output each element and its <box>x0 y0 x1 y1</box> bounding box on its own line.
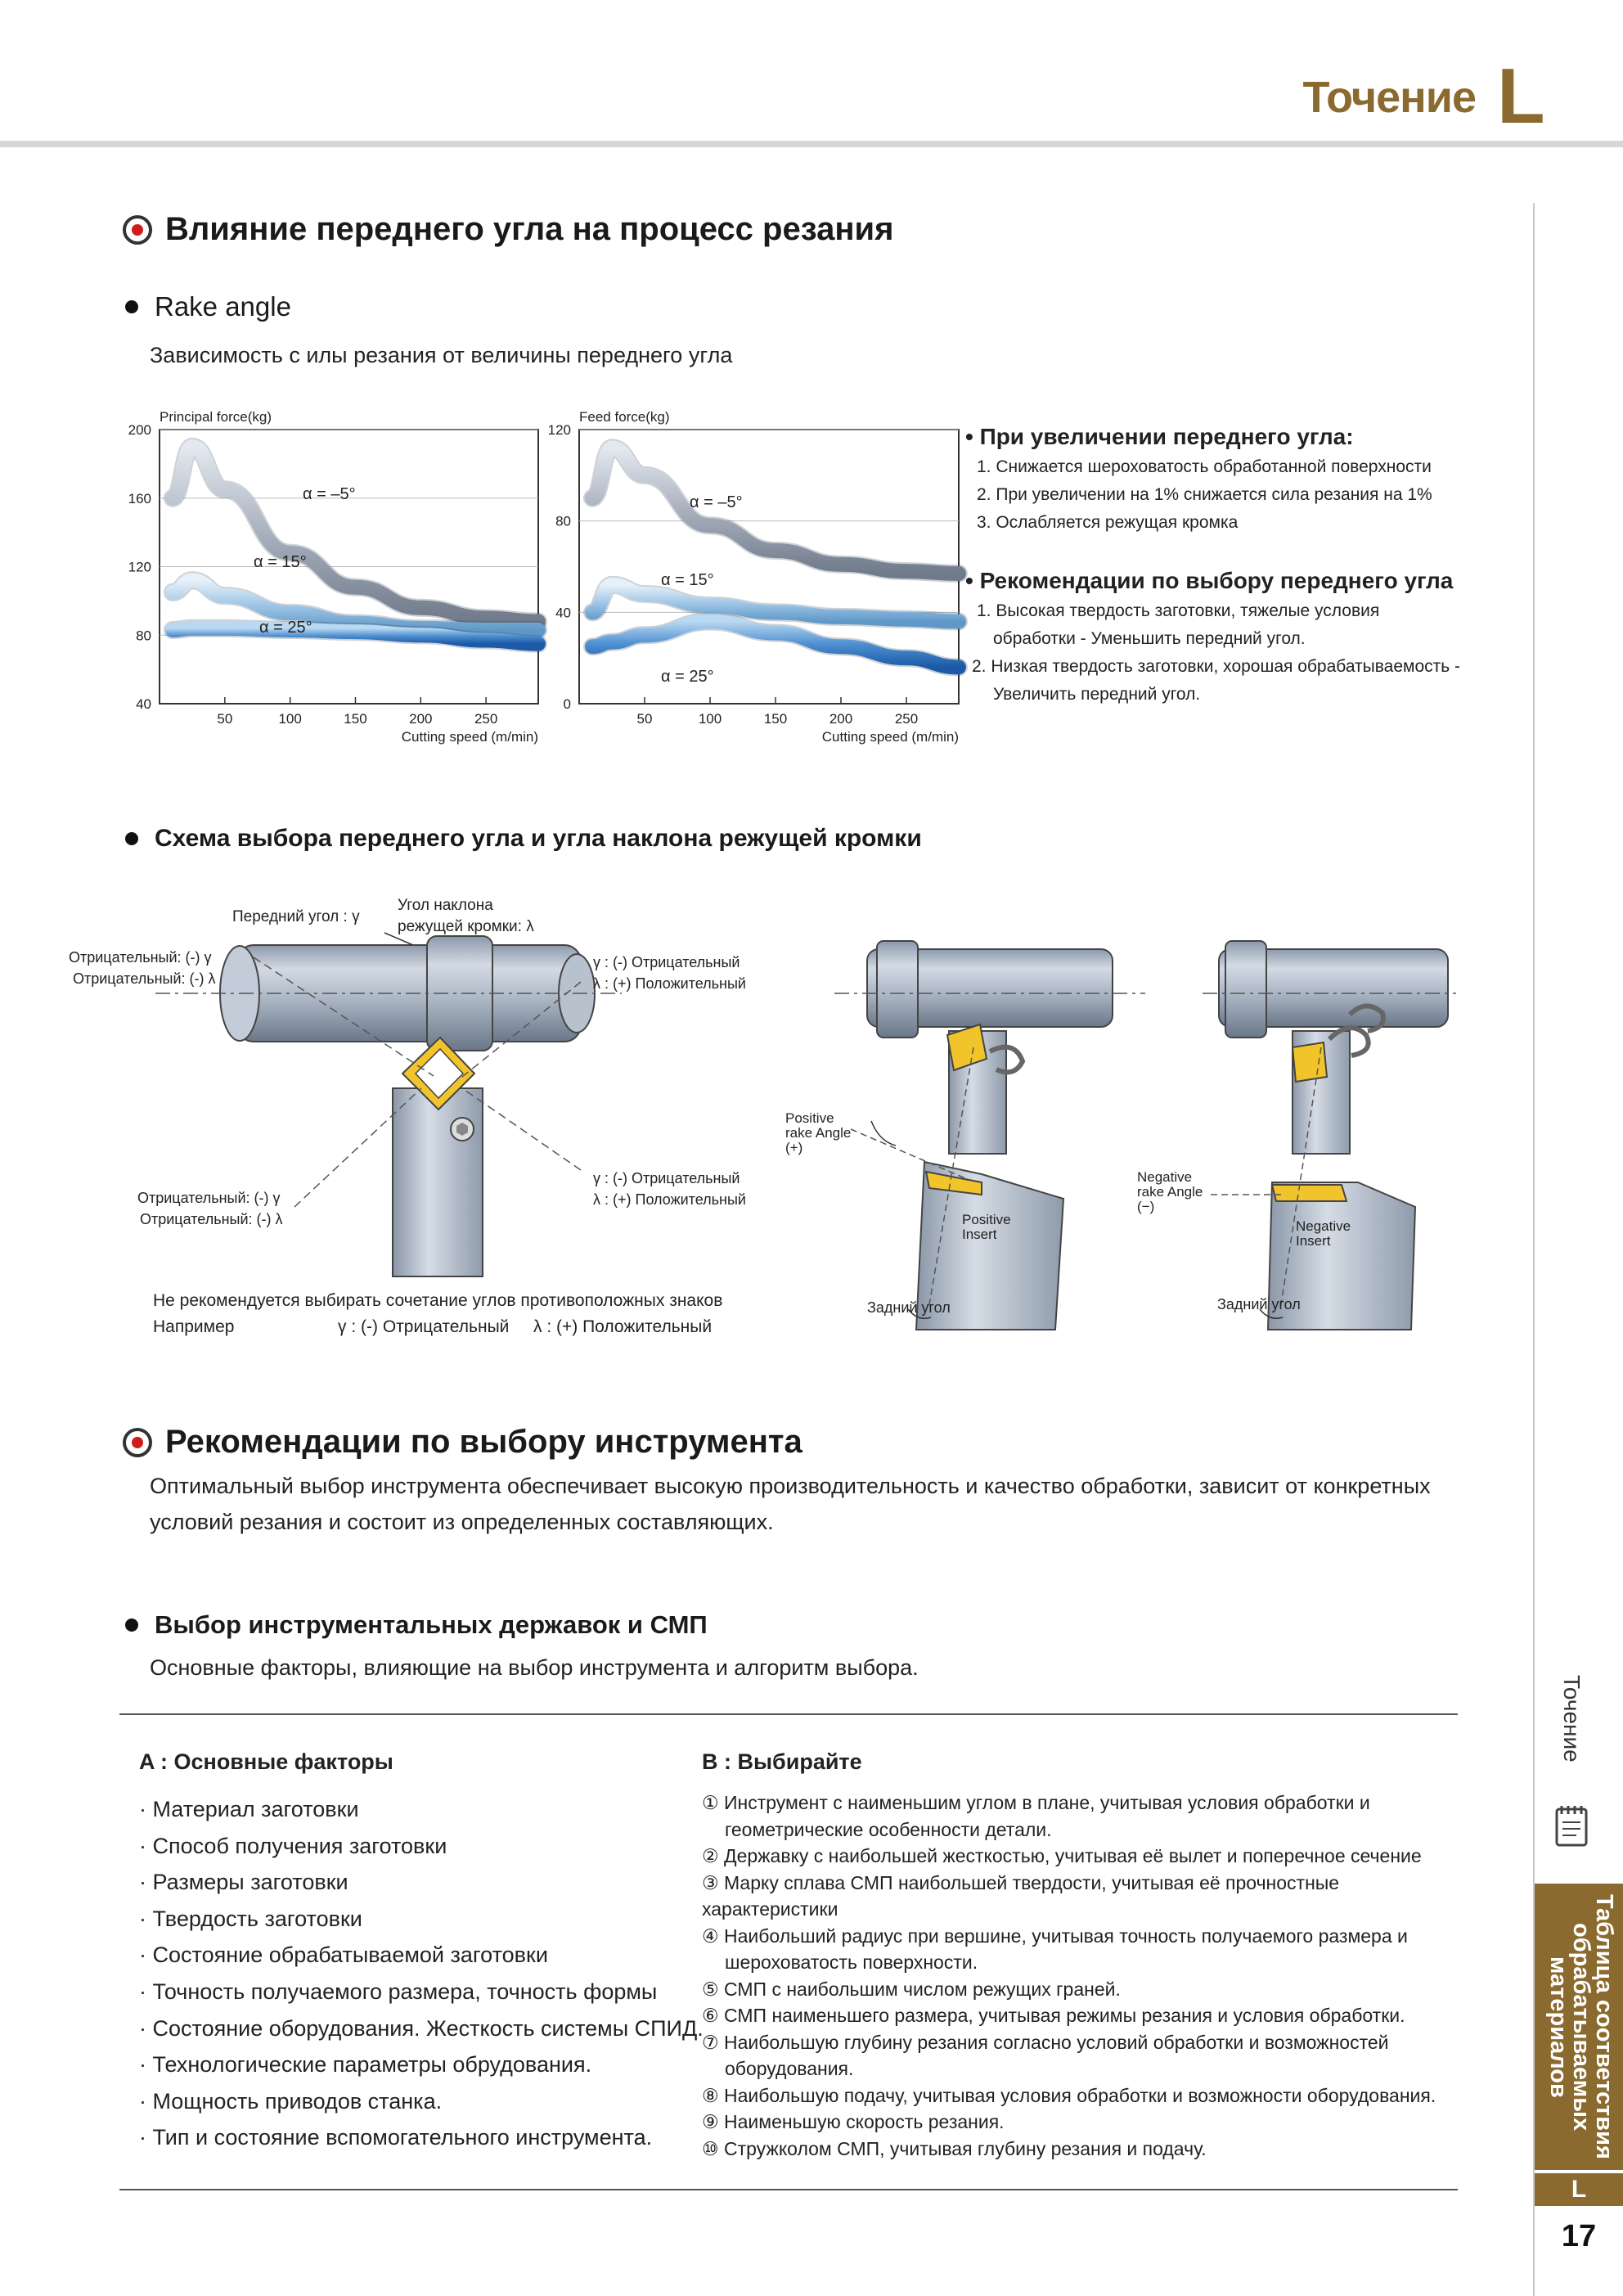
y-tick-label: 40 <box>555 605 571 621</box>
choose-item: ⑨ Наименьшую скорость резания. <box>702 2111 1005 2132</box>
page-header-letter: L <box>1497 52 1545 140</box>
factors-list <box>139 1791 704 2156</box>
rake-notes <box>965 424 1489 709</box>
rake-angle-subheading <box>125 291 291 322</box>
section-tool-heading <box>123 1424 803 1461</box>
choose-item: ⑤ СМП с наибольшим числом режущих граней. <box>702 1978 1121 2000</box>
rake-charts <box>106 405 973 749</box>
page-number: 17 <box>1561 2219 1597 2253</box>
section-tool-title: Рекомендации по выбору инструмента <box>165 1424 803 1460</box>
side-letter: L <box>1535 2173 1623 2206</box>
y-tick-label: 160 <box>128 490 151 506</box>
note-item: Увеличить передний угол. <box>993 685 1201 704</box>
tool-sub-title: Выбор инструментальных державок и СМП <box>155 1610 708 1639</box>
note-item: обработки - Уменьшить передний угол. <box>993 629 1306 648</box>
factor-item: · Состояние оборудования. Жесткость системы СПИД. <box>139 2015 704 2041</box>
label-line: Negative <box>1137 1169 1193 1185</box>
choose-item: оборудования. <box>725 2058 854 2079</box>
series-label: α = 15° <box>254 553 307 571</box>
notes-heading-2: • Рекомендации по выбору переднего угла <box>965 568 1454 593</box>
label-line: rake Angle <box>785 1125 852 1141</box>
x-tick-label: 150 <box>763 711 788 727</box>
label-line: Negative <box>1296 1218 1351 1234</box>
x-tick-label: 250 <box>474 711 498 727</box>
series-label: α = –5° <box>690 493 743 511</box>
factor-item: · Твердость заготовки <box>139 1906 362 1931</box>
clearance-angle-label-1: Задний угол <box>867 1299 951 1316</box>
choose-item: ⑧ Наибольшую подачу, учитывая условия обработки и возможности оборудования. <box>702 2084 1436 2106</box>
series-label: α = 25° <box>259 619 312 637</box>
factor-item: · Размеры заготовки <box>139 1870 348 1895</box>
y-tick-label: 80 <box>136 628 151 644</box>
note-item: 2. Низкая твердость заготовки, хорошая обрабатываемость - <box>972 657 1461 676</box>
choose-list <box>702 1790 1471 2162</box>
bullet-icon <box>125 1618 138 1632</box>
bottom-right-gamma: γ : (-) Отрицательный <box>593 1170 740 1186</box>
y-axis-label: Feed force(kg) <box>579 409 670 425</box>
negative-rake-view <box>1203 941 1456 1330</box>
scheme-note-gamma: γ : (-) Отрицательный <box>338 1317 510 1336</box>
factors-title: A : Основные факторы <box>139 1749 393 1774</box>
choose-item: ⑦ Наибольшую глубину резания согласно условий обработки и возможностей <box>702 2031 1389 2053</box>
positive-rake-view <box>834 941 1145 1330</box>
series-label: α = 15° <box>661 571 714 589</box>
x-axis-label: Cutting speed (m/min) <box>821 729 959 745</box>
factor-item: · Способ получения заготовки <box>139 1833 447 1858</box>
negative-rake-label <box>1137 1170 1203 1214</box>
y-axis-label: Principal force(kg) <box>160 409 272 425</box>
section-bullet-icon <box>123 1428 152 1457</box>
choose-item: ④ Наибольший радиус при вершине, учитывая точность получаемого размера и <box>702 1925 1408 1947</box>
choose-item: шероховатость поверхности. <box>725 1952 978 1973</box>
tool-para-1: Оптимальный выбор инструмента обеспечивает высокую производительность и качество обработки, зависит от конкретных <box>150 1474 1431 1498</box>
clearance-angle-label-2: Задний угол <box>1217 1296 1301 1312</box>
y-tick-label: 120 <box>128 559 151 575</box>
tool-subheading <box>125 1610 708 1640</box>
rake-angle-description: Зависимость с илы резания от величины переднего угла <box>150 343 733 367</box>
label-line: Insert <box>962 1227 997 1242</box>
label-line: (−) <box>1137 1199 1155 1214</box>
choose-title: B : Выбирайте <box>702 1749 862 1774</box>
choose-item: ⑩ Стружколом СМП, учитывая глубину резания и подачу. <box>702 2137 1207 2159</box>
scheme-subheading <box>125 825 922 853</box>
x-tick-label: 150 <box>344 711 367 727</box>
workpiece-shaft <box>155 936 622 1051</box>
negative-insert-label <box>1296 1219 1351 1249</box>
side-tab-turning-label: Точение <box>1559 1674 1585 1763</box>
table-top-rule <box>119 1713 1458 1715</box>
bullet-icon <box>125 300 138 313</box>
bullet-icon <box>125 832 138 845</box>
tool-holder <box>393 1038 483 1276</box>
feed-force-chart <box>548 409 959 745</box>
rake-angle-title: Rake angle <box>155 291 291 322</box>
positive-rake-label <box>785 1111 851 1155</box>
label-line: Insert <box>1296 1233 1331 1249</box>
choose-item: ② Державку с наибольшей жесткостью, учитывая её вылет и поперечное сечение <box>702 1845 1422 1866</box>
side-tab-materials-label: Таблица соответствия обрабатываемых материалов <box>1545 1894 1617 2159</box>
factor-item: · Мощность приводов станка. <box>139 2088 443 2114</box>
top-right-lambda: λ : (+) Положительный <box>593 975 746 992</box>
side-tab-materials[interactable] <box>1535 1884 1623 2170</box>
x-axis-label: Cutting speed (m/min) <box>401 729 538 745</box>
factor-item: · Состояние обрабатываемой заготовки <box>139 1943 548 1968</box>
factors-column <box>139 1749 704 2156</box>
positive-insert-label <box>962 1213 1011 1242</box>
y-tick-label: 200 <box>128 422 151 438</box>
y-tick-label: 0 <box>563 696 571 712</box>
x-tick-label: 100 <box>278 711 302 727</box>
x-tick-label: 50 <box>217 711 233 727</box>
x-tick-label: 200 <box>409 711 433 727</box>
bottom-left-lambda: Отрицательный: (-) λ <box>140 1211 283 1227</box>
principal-force-chart <box>128 409 538 745</box>
y-tick-label: 120 <box>547 422 571 438</box>
section-rake-title: Влияние переднего угла на процесс резания <box>165 211 894 247</box>
side-tab-turning[interactable] <box>1543 1661 1600 1776</box>
top-left-lambda: Отрицательный: (-) λ <box>73 970 216 987</box>
top-left-gamma: Отрицательный: (-) γ <box>69 949 212 966</box>
note-item: 3. Ослабляется режущая кромка <box>977 513 1239 532</box>
x-tick-label: 100 <box>698 711 722 727</box>
tool-para-2: условий резания и состоит из определенных составляющих. <box>150 1510 774 1534</box>
choose-column <box>702 1749 1471 2162</box>
notebook-icon <box>1543 1797 1600 1854</box>
rake-scheme-diagram <box>49 884 1456 1358</box>
series-label: α = –5° <box>303 485 356 503</box>
choose-item: ③ Марку сплава СМП наибольшей твердости, учитывая её прочностные характеристики <box>702 1871 1340 1920</box>
x-tick-label: 250 <box>894 711 919 727</box>
table-bottom-rule <box>119 2189 1458 2190</box>
label-line: rake Angle <box>1137 1184 1203 1200</box>
factor-item: · Точность получаемого размера, точность формы <box>139 1979 658 2004</box>
series-label: α = 25° <box>661 668 714 686</box>
inclination-label-2: режущей кромки: λ <box>398 918 534 935</box>
x-tick-label: 200 <box>829 711 853 727</box>
top-right-gamma: γ : (-) Отрицательный <box>593 954 740 970</box>
notes-heading-1: • При увеличении переднего угла: <box>965 424 1354 449</box>
bottom-left-gamma: Отрицательный: (-) γ <box>137 1190 281 1206</box>
scheme-note-lambda: λ : (+) Положительный <box>533 1317 713 1336</box>
x-tick-label: 50 <box>636 711 653 727</box>
header-divider <box>0 141 1623 147</box>
tool-sub-description: Основные факторы, влияющие на выбор инструмента и алгоритм выбора. <box>150 1655 919 1680</box>
choose-item: геометрические особенности детали. <box>725 1818 1052 1840</box>
scheme-note-example: Например <box>153 1317 235 1336</box>
bottom-right-lambda: λ : (+) Положительный <box>593 1191 746 1208</box>
label-line: (+) <box>785 1140 803 1155</box>
choose-item: ⑥ СМП наименьшего размера, учитывая режимы резания и условия обработки. <box>702 2005 1405 2026</box>
rake-angle-label: Передний угол : γ <box>232 908 360 925</box>
factor-item: · Материал заготовки <box>139 1797 359 1821</box>
note-item: 2. При увеличении на 1% снижается сила резания на 1% <box>977 485 1432 504</box>
y-tick-label: 80 <box>555 513 571 529</box>
factor-item: · Тип и состояние вспомогательного инструмента. <box>139 2125 653 2150</box>
label-line: Positive <box>962 1212 1011 1227</box>
factor-item: · Технологические параметры обрудования. <box>139 2052 592 2078</box>
scheme-title: Схема выбора переднего угла и угла наклона режущей кромки <box>155 825 922 852</box>
label-line: Positive <box>785 1110 834 1126</box>
y-tick-label: 40 <box>136 696 151 712</box>
note-item: 1. Снижается шероховатость обработанной поверхности <box>977 457 1432 476</box>
section-rake-heading <box>123 211 893 248</box>
section-bullet-icon <box>123 215 152 245</box>
choose-item: ① Инструмент с наименьшим углом в плане, учитывая условия обработки и <box>702 1792 1370 1813</box>
inclination-label-1: Угол наклона <box>398 897 493 914</box>
note-item: 1. Высокая твердость заготовки, тяжелые условия <box>977 601 1380 620</box>
page-header-title: Точение <box>1302 73 1476 122</box>
scheme-note-1: Не рекомендуется выбирать сочетание углов противоположных знаков <box>153 1291 723 1310</box>
